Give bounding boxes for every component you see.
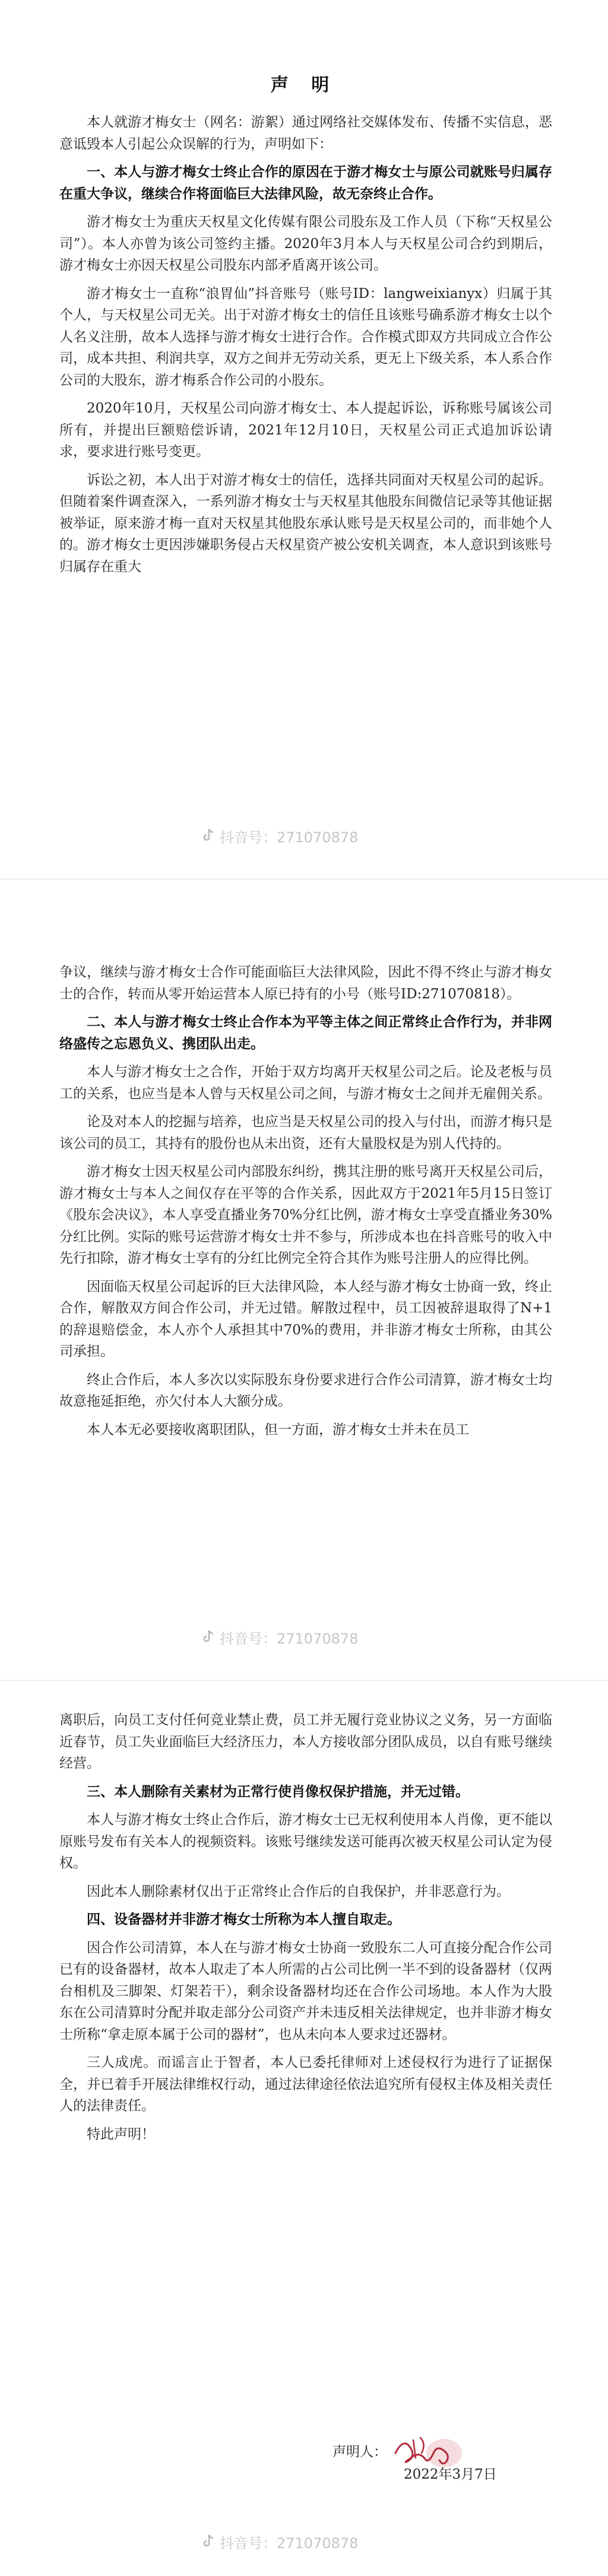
douyin-watermark (202, 1625, 439, 1649)
section-heading-1: 一、本人与游才梅女士终止合作的原因在于游才梅女士与原公司就账号归属存在重大争议，继续合作将面临巨大法律风险，故无奈终止合作。 (59, 164, 552, 202)
body-paragraph-continued: 争议，继续与游才梅女士合作可能面临巨大法律风险，因此不得不终止与游才梅女士的合作，转而从零开始运营本人原已持有的小号（账号ID:271070818）。 (59, 965, 552, 1002)
statement-section-1 (59, 112, 552, 584)
page-seam (0, 878, 608, 880)
body-paragraph: 三人成虎。而谣言止于智者，本人已委托律师对上述侵权行为进行了证据保全，并已着手开展法律维权行动，通过法律途径依法追究所有侵权主体及相关责任人的法律责任。 (59, 2055, 552, 2114)
douyin-watermark (202, 824, 439, 848)
body-paragraph-continued: 离职后，向员工支付任何竞业禁止费，员工并无履行竞业协议之义务，另一方面临近春节，员工失业面临巨大经济压力，本人方接收部分团队成员，以自有账号继续经营。 (59, 1712, 552, 1771)
section-heading-4: 四、设备器材并非游才梅女士所称为本人擅自取走。 (87, 1911, 401, 1927)
body-paragraph: 游才梅女士一直称“浪胃仙”抖音账号（账号ID：langweixianyx）归属于其个人，与天权星公司无关。出于对游才梅女士的信任且该账号确系游才梅女士以个人名义注册，故本人选择与游才梅女士进行合作。合作模式即双方共同成立合作公司，成本共担、利润共享，双方之间并无劳动关系，更无上下级关系，本人系合作公司的大股东，游才梅系合作公司的小股东。 (59, 285, 552, 388)
statement-section-3 (59, 1709, 552, 2152)
signature-label: 声明人： (332, 2444, 387, 2460)
body-paragraph: 论及对本人的挖掘与培养，也应当是天权星公司的投入与付出，而游才梅只是该公司的员工，其持有的股份也从未出资，还有大量股权是为别人代持的。 (59, 1114, 552, 1151)
body-paragraph: 游才梅女士为重庆天权星文化传媒有限公司股东及工作人员（下称“天权星公司”）。本人亦曾为该公司签约主播。2020年3月本人与天权星公司合约到期后，游才梅女士亦因天权星公司股东内部矛盾离开该公司。 (59, 214, 552, 273)
douyin-logo-icon (202, 2534, 215, 2549)
body-paragraph: 本人与游才梅女士终止合作后，游才梅女士已无权利使用本人肖像，更不能以原账号发布有关本人的视频资料。该账号继续发送可能再次被天权星公司认定为侵权。 (59, 1812, 552, 1871)
document-title: 声 明 (270, 75, 338, 96)
douyin-logo-icon (202, 828, 215, 843)
body-paragraph: 游才梅女士因天权星公司内部股东纠纷，携其注册的账号离开天权星公司后，游才梅女士与本人之间仅存在平等的合作关系，因此双方于2021年5月15日签订《股东会决议》，本人享受直播业务70%分红比例，游才梅女士享受直播业务30%分红比例。实际的账号运营游才梅女士并不参与，所涉成本也在抖音账号的收入中先行扣除，游才梅女士享有的分红比例完全符合其作为账号注册人的应得比例。 (59, 1164, 552, 1266)
body-paragraph: 本人本无必要接收离职团队，但一方面，游才梅女士并未在员工 (87, 1422, 469, 1438)
douyin-watermark (202, 2530, 439, 2553)
body-paragraph: 因此本人删除素材仅出于正常终止合作后的自我保护，并非恶意行为。 (87, 1883, 510, 1899)
body-paragraph: 终止合作后，本人多次以实际股东身份要求进行合作公司清算，游才梅女士均故意拖延拒绝，亦欠付本人大额分成。 (59, 1372, 552, 1409)
intro-paragraph: 本人就游才梅女士（网名：游絮）通过网络社交媒体发布、传播不实信息，恶意诋毁本人引起公众误解的行为，声明如下： (59, 115, 552, 152)
page-seam (0, 1680, 608, 1681)
douyin-logo-icon (202, 1629, 215, 1645)
body-paragraph: 因面临天权星公司起诉的巨大法律风险，本人经与游才梅女士协商一致，终止合作，解散双方间合作公司，并无过错。解散过程中，员工因被辞退取得了N+1的辞退赔偿金，本人亦个人承担其中70%的费用，并非游才梅女士所称，由其公司承担。 (59, 1279, 552, 1359)
body-paragraph: 因合作公司清算，本人在与游才梅女士协商一致股东二人可直接分配合作公司已有的设备器材，故本人取走了本人所需的占公司比例一半不到的设备器材（仅两台相机及三脚架、灯架若干），剩余设备器材均还在合作公司场地。本人作为大股东在公司清算时分配并取走部分公司资产并未违反相关法律规定，也并非游才梅女士所称“拿走原本属于公司的器材”，也从未向本人要求过还器材。 (59, 1940, 552, 2042)
watermark-text: 抖音号：271070878 (220, 1630, 359, 1647)
section-heading-2: 二、本人与游才梅女士终止合作本为平等主体之间正常终止合作行为，并非网络盛传之忘恩负义、携团队出走。 (59, 1014, 552, 1052)
statement-date: 2022年3月7日 (404, 2467, 497, 2482)
watermark-text: 抖音号：271070878 (220, 2534, 359, 2552)
body-paragraph: 2020年10月，天权星公司向游才梅女士、本人提起诉讼，诉称账号属该公司所有，并提出巨额赔偿诉请，2021年12月10日，天权星公司正式追加诉讼请求，要求进行账号变更。 (59, 401, 552, 459)
closing-line: 特此声明！ (87, 2126, 155, 2142)
body-paragraph: 诉讼之初，本人出于对游才梅女士的信任，选择共同面对天权星公司的起诉。但随着案件调查深入，一系列游才梅女士与天权星其他股东间微信记录等其他证据被举证，原来游才梅一直对天权星其他股东承认账号是天权星公司的，而非她个人的。游才梅女士更因涉嫌职务侵占天权星资产被公安机关调查，本人意识到该账号归属存在重大 (59, 472, 552, 575)
body-paragraph: 本人与游才梅女士之合作，开始于双方均离开天权星公司之后。论及老板与员工的关系，也应当是本人曾与天权星公司之间，与游才梅女士之间并无雇佣关系。 (59, 1064, 552, 1102)
statement-section-2 (59, 962, 552, 1447)
section-heading-3: 三、本人删除有关素材为正常行使肖像权保护措施，并无过错。 (87, 1783, 469, 1800)
watermark-text: 抖音号：271070878 (220, 829, 359, 846)
